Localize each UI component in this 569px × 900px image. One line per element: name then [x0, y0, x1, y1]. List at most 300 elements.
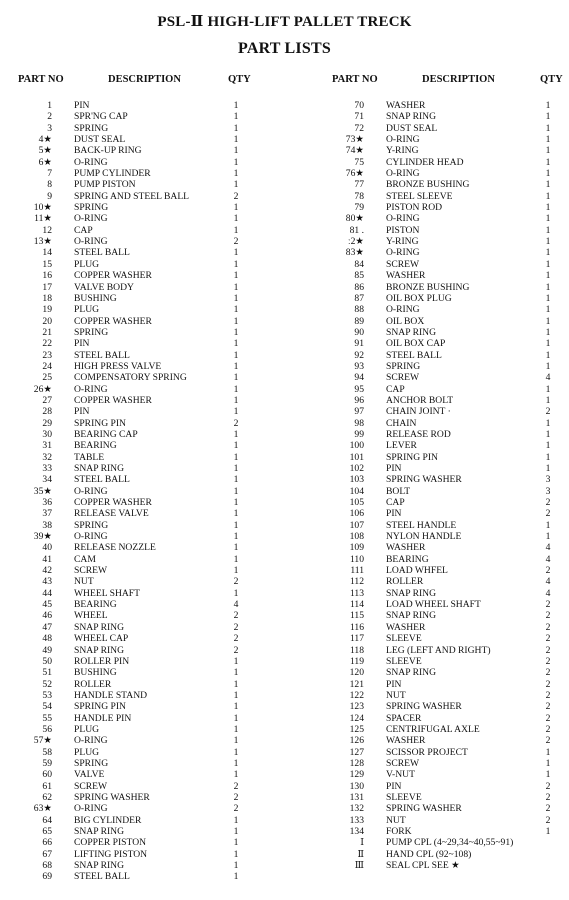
- part-number: 124: [349, 712, 364, 724]
- table-row: [14, 247, 254, 258]
- table-row: [320, 554, 566, 565]
- table-row: [320, 645, 566, 656]
- part-qty: 2: [545, 565, 551, 577]
- part-description: BACK-UP RING: [74, 145, 142, 157]
- part-qty: 2: [545, 723, 551, 735]
- part-number: 33: [42, 463, 52, 474]
- table-row: [14, 384, 254, 395]
- part-description: PUMP CYLINDER: [74, 168, 151, 180]
- part-description: CAM: [74, 553, 96, 565]
- table-row: [14, 758, 254, 769]
- part-description: O-RING: [74, 213, 108, 225]
- part-qty: 1: [233, 678, 239, 690]
- part-qty: 1: [233, 338, 239, 350]
- part-qty: 2: [545, 780, 551, 792]
- part-number: 76★: [345, 168, 364, 180]
- part-number: 40: [42, 542, 52, 554]
- part-qty: 1: [233, 372, 239, 384]
- part-description: COPPER WASHER: [74, 315, 152, 327]
- table-row: [320, 667, 566, 678]
- table-row: [320, 327, 566, 338]
- table-row: [320, 713, 566, 724]
- part-qty: 1: [233, 553, 239, 565]
- table-row: [320, 202, 566, 213]
- table-row: [320, 395, 566, 406]
- part-description: LEG (LEFT AND RIGHT): [386, 644, 491, 656]
- table-row: [14, 849, 254, 860]
- part-number: 122: [349, 689, 364, 701]
- part-description: NUT: [386, 689, 406, 701]
- part-qty: 1: [233, 837, 239, 849]
- table-row: [14, 486, 254, 497]
- table-row: [14, 145, 254, 156]
- part-qty: 4: [233, 599, 239, 611]
- part-description: O-RING: [74, 735, 108, 747]
- part-description: PISTON: [386, 224, 420, 236]
- part-qty: 1: [233, 860, 239, 872]
- table-row: [14, 531, 254, 542]
- part-description: SPRING WASHER: [386, 474, 462, 486]
- parts-table-right: [320, 74, 566, 871]
- table-row: [14, 837, 254, 848]
- table-row: [14, 803, 254, 814]
- part-qty: 1: [233, 202, 239, 214]
- part-qty: 1: [545, 236, 551, 248]
- part-description: SLEEVE: [386, 655, 422, 667]
- part-number: 56: [42, 723, 52, 735]
- table-row: [320, 123, 566, 134]
- part-number: 22: [42, 338, 52, 350]
- part-description: SCISSOR PROJECT: [386, 746, 468, 758]
- part-number: 14: [42, 247, 52, 259]
- table-row: [320, 486, 566, 497]
- table-row: [320, 860, 566, 871]
- part-qty: 1: [233, 655, 239, 667]
- part-description: SNAP RING: [386, 111, 437, 123]
- table-row: [320, 679, 566, 690]
- part-description: STEEL HANDLE: [386, 519, 457, 531]
- part-description: STEEL BALL: [74, 349, 130, 361]
- part-number: 94: [354, 372, 364, 384]
- part-number: 88: [354, 304, 364, 316]
- table-row: [14, 270, 254, 281]
- table-row: [14, 440, 254, 451]
- part-number: 127: [349, 746, 364, 758]
- part-number: Ⅰ: [360, 837, 364, 849]
- table-row: [320, 247, 566, 258]
- table-row: [320, 429, 566, 440]
- part-qty: 2: [545, 701, 551, 713]
- part-description: PIN: [386, 780, 402, 792]
- table-row: [320, 588, 566, 599]
- part-number: 115: [349, 610, 364, 622]
- part-qty: 1: [545, 360, 551, 372]
- table-row: [320, 690, 566, 701]
- part-qty: 2: [545, 633, 551, 645]
- part-qty: 1: [545, 190, 551, 202]
- part-qty: 2: [545, 610, 551, 622]
- part-description: NUT: [386, 814, 406, 826]
- part-description: OIL BOX CAP: [386, 338, 446, 350]
- table-row: [320, 497, 566, 508]
- part-qty: 2: [545, 667, 551, 679]
- part-number: 2: [47, 111, 52, 123]
- table-row: [320, 282, 566, 293]
- part-qty: 1: [545, 156, 551, 168]
- table-row: [14, 474, 254, 485]
- part-description: O-RING: [74, 531, 108, 543]
- table-header-right: [320, 74, 566, 90]
- part-description: SNAP RING: [74, 463, 125, 474]
- table-row: [320, 452, 566, 463]
- table-row: [14, 588, 254, 599]
- table-row: [320, 418, 566, 429]
- part-qty: 1: [233, 100, 239, 111]
- part-qty: 1: [233, 134, 239, 146]
- part-qty: 1: [545, 451, 551, 463]
- table-row: [320, 599, 566, 610]
- part-number: 49: [42, 644, 52, 656]
- part-number: 59: [42, 757, 52, 769]
- part-number: 103: [349, 474, 364, 486]
- part-qty: 2: [233, 236, 239, 248]
- table-row: [320, 259, 566, 270]
- part-qty: 1: [233, 735, 239, 747]
- part-number: 43: [42, 576, 52, 588]
- table-row: [14, 134, 254, 145]
- table-row: [14, 508, 254, 519]
- part-description: SLEEVE: [386, 633, 422, 645]
- part-number: 90: [354, 326, 364, 338]
- part-number: 97: [354, 406, 364, 418]
- part-qty: 2: [545, 644, 551, 656]
- table-row: [14, 769, 254, 780]
- part-number: 6★: [38, 156, 52, 168]
- table-row: [320, 803, 566, 814]
- table-row: [320, 826, 566, 837]
- part-qty: 1: [233, 145, 239, 157]
- part-qty: 1: [233, 156, 239, 168]
- part-qty: 2: [233, 621, 239, 633]
- part-description: SPRING PIN: [74, 417, 126, 429]
- part-number: 69: [42, 871, 52, 883]
- part-qty: 1: [545, 202, 551, 214]
- part-description: BUSHING: [74, 667, 117, 679]
- part-number: 131: [349, 791, 364, 803]
- parts-rows-right: [320, 100, 566, 871]
- table-row: [14, 610, 254, 621]
- part-description: RELEASE NOZZLE: [74, 542, 156, 554]
- part-number: 116: [349, 621, 364, 633]
- part-description: SNAP RING: [386, 610, 437, 622]
- part-description: CHAIN: [386, 417, 417, 429]
- part-description: CHAIN JOINT ·: [386, 406, 451, 418]
- part-number: 32: [42, 451, 52, 463]
- part-description: BEARING CAP: [74, 428, 138, 440]
- part-description: CAP: [386, 497, 405, 509]
- part-description: O-RING: [386, 304, 420, 316]
- table-row: [14, 316, 254, 327]
- table-row: [14, 679, 254, 690]
- part-qty: 1: [233, 667, 239, 679]
- part-qty: 2: [545, 406, 551, 418]
- part-description: BEARING: [74, 599, 117, 611]
- table-row: [14, 100, 254, 111]
- part-qty: 1: [545, 326, 551, 338]
- part-qty: 3: [545, 474, 551, 486]
- part-number: 9: [47, 190, 52, 202]
- table-row: [14, 599, 254, 610]
- table-row: [320, 293, 566, 304]
- part-qty: 1: [545, 122, 551, 134]
- part-description: LOAD WHEEL SHAFT: [386, 599, 481, 611]
- part-qty: 1: [545, 826, 551, 837]
- part-number: 13★: [33, 236, 52, 248]
- part-description: ROLLER PIN: [74, 655, 130, 667]
- table-row: [14, 282, 254, 293]
- part-number: 130: [349, 780, 364, 792]
- part-description: SPRING PIN: [74, 701, 126, 713]
- part-number: Ⅱ: [357, 848, 364, 860]
- part-description: SPRING: [74, 202, 109, 214]
- table-row: [320, 724, 566, 735]
- table-row: [320, 225, 566, 236]
- table-row: [14, 860, 254, 871]
- part-number: 123: [349, 701, 364, 713]
- part-description: WASHER: [386, 270, 426, 282]
- part-number: 7: [47, 168, 52, 180]
- part-number: 72: [354, 122, 364, 134]
- part-number: 28: [42, 406, 52, 418]
- part-description: DUST SEAL: [386, 122, 438, 134]
- table-row: [14, 713, 254, 724]
- part-qty: 1: [233, 292, 239, 304]
- part-number: 61: [42, 780, 52, 792]
- table-row: [14, 157, 254, 168]
- table-row: [14, 361, 254, 372]
- table-row: [320, 440, 566, 451]
- part-number: 11★: [34, 213, 52, 225]
- table-row: [320, 316, 566, 327]
- part-qty: 4: [545, 553, 551, 565]
- part-qty: 1: [233, 723, 239, 735]
- part-qty: 1: [545, 281, 551, 293]
- table-row: [14, 179, 254, 190]
- part-description: PIN: [74, 100, 90, 111]
- part-qty: 1: [233, 406, 239, 418]
- part-description: BRONZE BUSHING: [386, 179, 470, 191]
- table-row: [14, 497, 254, 508]
- table-row: [14, 123, 254, 134]
- table-row: [14, 327, 254, 338]
- part-qty: 1: [233, 587, 239, 599]
- part-number: 128: [349, 757, 364, 769]
- table-row: [14, 781, 254, 792]
- part-number: 104: [349, 485, 364, 497]
- part-number: ː2★: [347, 236, 364, 248]
- part-qty: 1: [233, 383, 239, 395]
- table-row: [320, 213, 566, 224]
- part-number: 44: [42, 587, 52, 599]
- table-row: [14, 418, 254, 429]
- part-description: VALVE: [74, 769, 105, 781]
- part-number: 78: [354, 190, 364, 202]
- table-row: [320, 474, 566, 485]
- part-number: 48: [42, 633, 52, 645]
- part-number: 134: [349, 826, 364, 837]
- part-qty: 2: [545, 814, 551, 826]
- part-qty: 1: [233, 281, 239, 293]
- part-description: NYLON HANDLE: [386, 531, 462, 543]
- part-number: 4★: [38, 134, 52, 146]
- part-description: COPPER WASHER: [74, 270, 152, 282]
- part-description: SPRING WASHER: [386, 701, 462, 713]
- part-description: PUMP CPL (4~29,34~40,55~91): [386, 837, 514, 849]
- table-row: [14, 690, 254, 701]
- table-row: [14, 815, 254, 826]
- part-qty: 1: [233, 508, 239, 520]
- part-description: CAP: [386, 383, 405, 395]
- part-description: BUSHING: [74, 292, 117, 304]
- part-qty: 1: [545, 292, 551, 304]
- part-number: 112: [349, 576, 364, 588]
- table-row: [320, 837, 566, 848]
- table-row: [14, 293, 254, 304]
- part-number: 86: [354, 281, 364, 293]
- part-qty: 1: [233, 485, 239, 497]
- table-row: [320, 191, 566, 202]
- part-number: 36: [42, 497, 52, 509]
- part-description: PIN: [386, 463, 402, 474]
- part-number: 110: [349, 553, 364, 565]
- part-qty: 1: [545, 179, 551, 191]
- part-number: 60: [42, 769, 52, 781]
- part-description: SPRING WASHER: [386, 803, 462, 815]
- part-number: 100: [349, 440, 364, 452]
- part-qty: 1: [233, 463, 239, 474]
- part-description: SNAP RING: [74, 826, 125, 837]
- part-description: NUT: [74, 576, 94, 588]
- part-qty: 1: [233, 848, 239, 860]
- part-qty: 2: [545, 712, 551, 724]
- part-number: 63★: [33, 803, 52, 815]
- table-row: [14, 463, 254, 474]
- table-row: [320, 656, 566, 667]
- table-row: [320, 236, 566, 247]
- table-row: [320, 576, 566, 587]
- part-number: 65: [42, 826, 52, 837]
- part-number: 73★: [345, 134, 364, 146]
- table-row: [14, 225, 254, 236]
- part-description: O-RING: [386, 247, 420, 259]
- table-row: [14, 542, 254, 553]
- table-row: [320, 520, 566, 531]
- table-row: [14, 111, 254, 122]
- table-row: [320, 145, 566, 156]
- part-number: 50: [42, 655, 52, 667]
- table-row: [14, 667, 254, 678]
- part-number: 129: [349, 769, 364, 781]
- part-qty: 1: [545, 417, 551, 429]
- table-row: [320, 531, 566, 542]
- part-description: STEEL BALL: [74, 871, 130, 883]
- table-row: [320, 179, 566, 190]
- header-description: DESCRIPTION: [422, 74, 495, 85]
- part-number: 80★: [345, 213, 364, 225]
- part-description: SLEEVE: [386, 791, 422, 803]
- table-row: [14, 622, 254, 633]
- part-description: STEEL BALL: [74, 247, 130, 259]
- table-row: [320, 758, 566, 769]
- table-row: [14, 701, 254, 712]
- table-row: [14, 792, 254, 803]
- part-description: SNAP RING: [74, 860, 125, 872]
- part-number: 1: [47, 100, 52, 111]
- part-description: WHEEL CAP: [74, 633, 129, 645]
- part-qty: 2: [233, 791, 239, 803]
- part-description: RELEASE ROD: [386, 428, 451, 440]
- table-row: [320, 735, 566, 746]
- part-number: 79: [354, 202, 364, 214]
- part-qty: 1: [233, 168, 239, 180]
- part-number: 120: [349, 667, 364, 679]
- part-qty: 1: [545, 463, 551, 474]
- part-number: 84: [354, 258, 364, 270]
- part-description: CYLINDER HEAD: [386, 156, 464, 168]
- part-number: 121: [349, 678, 364, 690]
- part-description: HANDLE PIN: [74, 712, 132, 724]
- part-description: PISTON ROD: [386, 202, 443, 214]
- part-qty: 2: [545, 497, 551, 509]
- header-part-no: PART NO: [18, 74, 64, 85]
- part-number: 95: [354, 383, 364, 395]
- part-description: PLUG: [74, 723, 100, 735]
- table-header-left: [14, 74, 254, 90]
- table-row: [14, 372, 254, 383]
- header-qty: QTY: [540, 74, 563, 85]
- part-number: 3: [47, 122, 52, 134]
- part-number: 91: [354, 338, 364, 350]
- part-description: DUST SEAL: [74, 134, 126, 146]
- part-qty: 1: [233, 315, 239, 327]
- page-subtitle: PART LISTS: [238, 40, 331, 57]
- part-number: 132: [349, 803, 364, 815]
- part-number: 12: [42, 224, 52, 236]
- part-number: 41: [42, 553, 52, 565]
- part-qty: 2: [545, 791, 551, 803]
- part-number: 18: [42, 292, 52, 304]
- part-number: 16: [42, 270, 52, 282]
- part-number: 92: [354, 349, 364, 361]
- part-description: WASHER: [386, 542, 426, 554]
- part-qty: 1: [233, 349, 239, 361]
- part-description: O-RING: [74, 383, 108, 395]
- table-row: [14, 826, 254, 837]
- part-qty: 4: [545, 587, 551, 599]
- table-row: [14, 871, 254, 882]
- part-qty: 1: [233, 519, 239, 531]
- part-number: 113: [349, 587, 364, 599]
- part-qty: 1: [233, 497, 239, 509]
- table-row: [14, 202, 254, 213]
- part-number: 107: [349, 519, 364, 531]
- part-description: CENTRIFUGAL AXLE: [386, 723, 480, 735]
- part-number: 119: [349, 655, 364, 667]
- part-qty: 1: [233, 451, 239, 463]
- part-qty: 1: [233, 428, 239, 440]
- part-qty: 2: [233, 633, 239, 645]
- part-number: 47: [42, 621, 52, 633]
